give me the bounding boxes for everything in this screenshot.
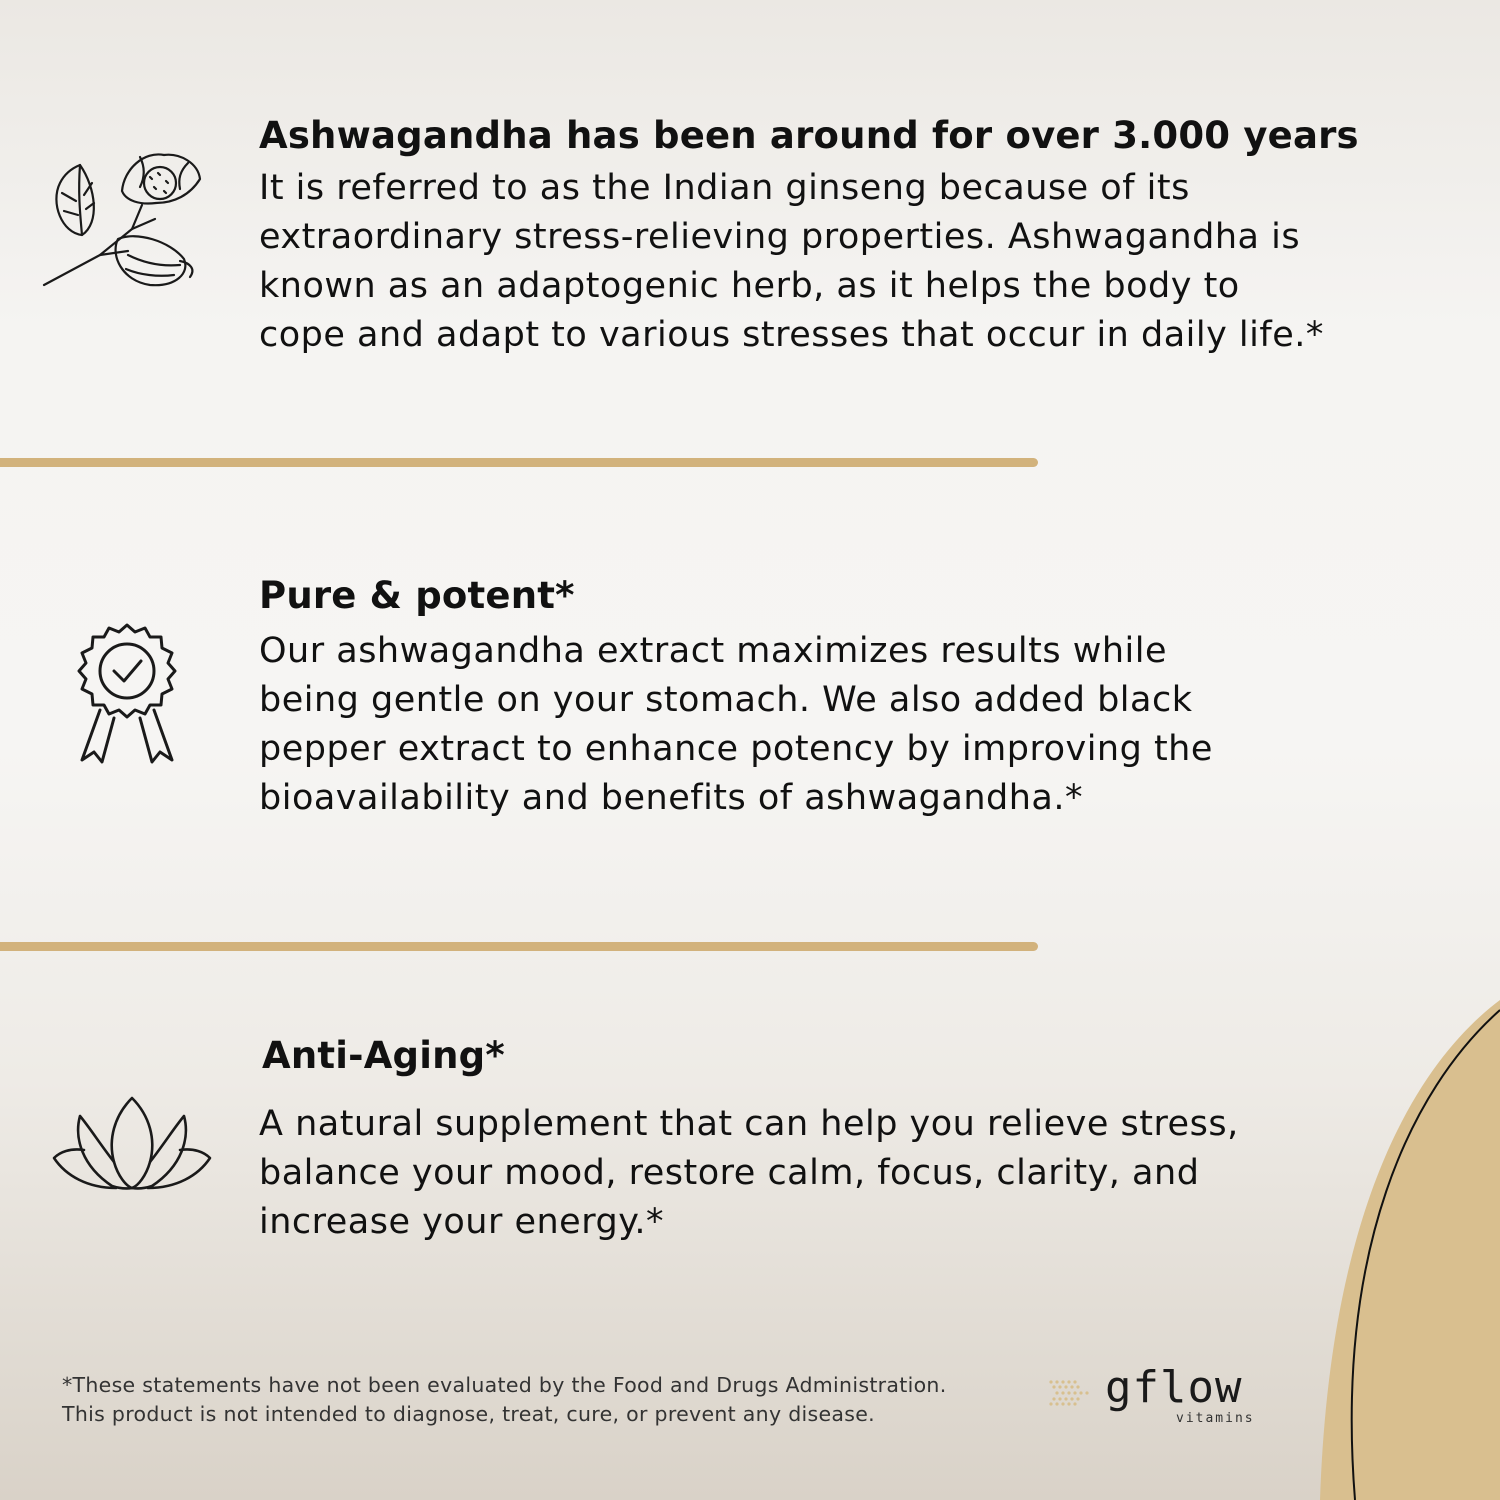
section-heading: Ashwagandha has been around for over 3.000 years bbox=[259, 114, 1359, 157]
section-divider bbox=[0, 942, 1038, 951]
award-ribbon-check-icon bbox=[72, 622, 182, 768]
section-heading: Anti-Aging* bbox=[262, 1034, 505, 1077]
section-heading: Pure & potent* bbox=[259, 574, 575, 617]
section-divider bbox=[0, 458, 1038, 467]
disclaimer bbox=[62, 1371, 1042, 1429]
ashwagandha-plant-icon bbox=[40, 143, 205, 293]
chevron-pattern-icon bbox=[1048, 1378, 1090, 1408]
lotus-icon bbox=[52, 1094, 212, 1194]
section-body: A natural supplement that can help you relieve stress, balance your mood, restore calm, focus, clarity, and increase your energy.* bbox=[259, 1104, 1239, 1242]
brand-subtitle: vitamins bbox=[1176, 1411, 1255, 1426]
brand-name: gflow bbox=[1105, 1362, 1243, 1413]
section-body: Our ashwagandha extract maximizes results while being gentle on your stomach. We also added black pepper extract to enhance potency by improving the bioavailability and benefits of ashwagandha.* bbox=[259, 631, 1213, 818]
section-body: It is referred to as the Indian ginseng because of its extraordinary stress-relieving properties. Ashwagandha is known as an adaptogenic herb, as it helps the body to cope and adapt to various stresses that occur in daily life.* bbox=[259, 168, 1324, 355]
disclaimer-line-1: *These statements have not been evaluated by the Food and Drugs Administration. bbox=[62, 1373, 947, 1397]
disclaimer-line-2: This product is not intended to diagnose, treat, cure, or prevent any disease. bbox=[62, 1402, 875, 1426]
brand-logo bbox=[1048, 1362, 1278, 1428]
